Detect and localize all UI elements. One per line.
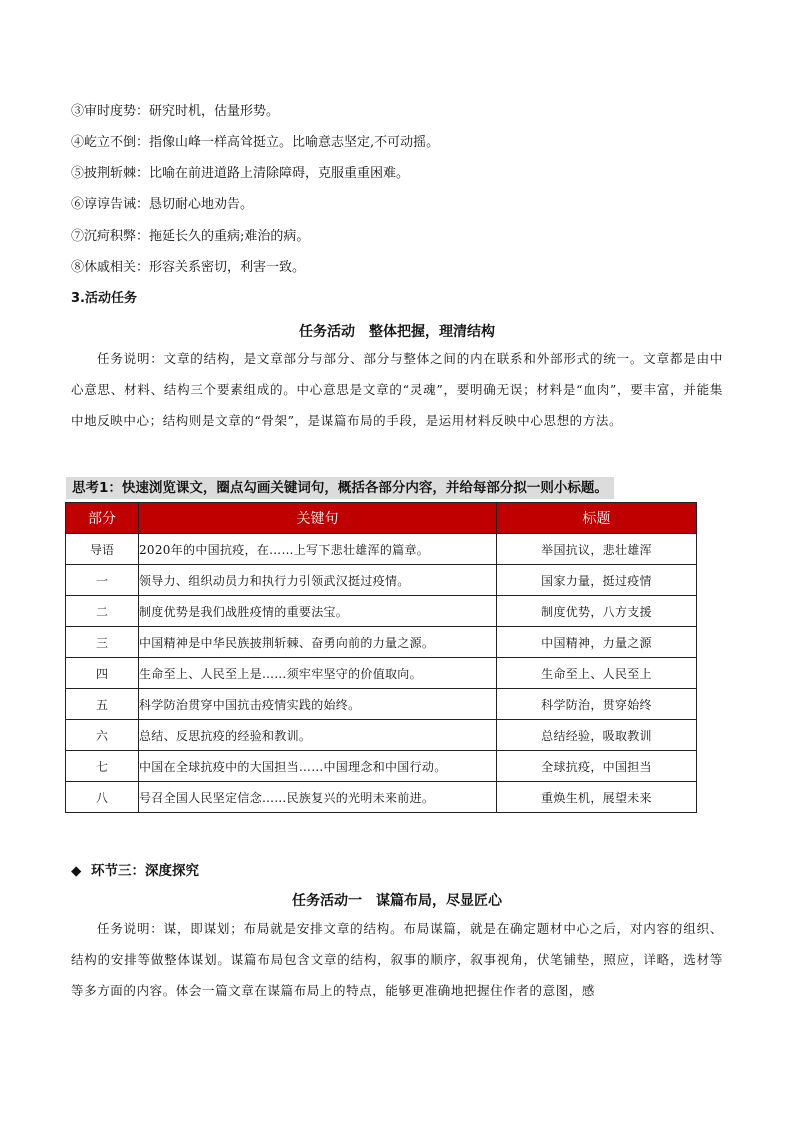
header-part: 部分 [66,503,139,534]
cell-key-sentence: 科学防治贯穿中国抗击疫情实践的始终。 [139,689,497,720]
cell-title: 制度优势，八方支援 [497,596,697,627]
cell-title: 总结经验，吸取教训 [497,720,697,751]
idiom-item: ⑧休戚相关：形容关系密切，利害一致。 [71,260,306,275]
section-heading: 3.活动任务 [71,291,137,306]
cell-key-sentence: 中国精神是中华民族披荆斩棘、奋勇向前的力量之源。 [139,627,497,658]
cell-title: 举国抗议，悲壮雄浑 [497,534,697,565]
cell-part: 四 [66,658,139,689]
cell-part: 五 [66,689,139,720]
cell-title: 中国精神，力量之源 [497,627,697,658]
cell-key-sentence: 领导力、组织动员力和执行力引领武汉挺过疫情。 [139,565,497,596]
cell-part: 六 [66,720,139,751]
diamond-bullet-icon: ◆ [71,863,82,879]
structure-table [65,502,697,813]
cell-title: 国家力量，挺过疫情 [497,565,697,596]
table-row [66,689,697,720]
idiom-item: ③审时度势：研究时机，估量形势。 [71,104,280,119]
cell-part: 三 [66,627,139,658]
cell-part: 八 [66,782,139,813]
cell-part: 二 [66,596,139,627]
table-row [66,627,697,658]
table-header-row [66,503,697,534]
cell-title: 生命至上、人民至上 [497,658,697,689]
idiom-item: ⑤披荆斩棘：比喻在前进道路上清除障碍，克服重重困难。 [71,166,410,181]
cell-key-sentence: 制度优势是我们战胜疫情的重要法宝。 [139,596,497,627]
cell-part: 一 [66,565,139,596]
section-link-label: 环节三：深度探究 [91,863,199,879]
task-title: 任务活动一 谋篇布局，尽显匠心 [292,893,502,909]
cell-part: 七 [66,751,139,782]
table-row [66,658,697,689]
task-title: 任务活动 整体把握，理清结构 [299,324,495,340]
cell-title: 全球抗疫，中国担当 [497,751,697,782]
think-prompt: 思考1：快速浏览课文，圈点勾画关键词句，概括各部分内容，并给每部分拟一则小标题。 [66,477,614,499]
cell-key-sentence: 生命至上、人民至上是……须牢牢坚守的价值取向。 [139,658,497,689]
cell-key-sentence: 号召全国人民坚定信念……民族复兴的光明未来前进。 [139,782,497,813]
cell-title: 重焕生机，展望未来 [497,782,697,813]
task-description: 任务说明：谋，即谋划；布局就是安排文章的结构。布局谋篇，就是在确定题材中心之后，对内容的组织、结构的安排等做整体谋划。谋篇布局包含文章的结构，叙事的顺序，叙事视角，伏笔铺垫，照应，详略，选材等等多方面的内容。体会一篇文章在谋篇布局上的特点，能够更准确地把握住作者的意图，感 [71,921,723,998]
table-row [66,596,697,627]
idiom-item: ⑦沉疴积弊：拖延长久的重病;难治的病。 [71,229,310,244]
idiom-item: ⑥谆谆告诫：恳切耐心地劝告。 [71,197,254,212]
task-description: 任务说明：文章的结构，是文章部分与部分、部分与整体之间的内在联系和外部形式的统一。文章都是由中心意思、材料、结构三个要素组成的。中心意思是文章的“灵魂”，要明确无误；材料是“血肉”，要丰富，并能集中地反映中心；结构则是文章的“骨架”，是谋篇布局的手段，是运用材料反映中心思想的方法。 [71,351,723,428]
cell-key-sentence: 2020年的中国抗疫，在……上写下悲壮雄浑的篇章。 [139,534,497,565]
cell-key-sentence: 总结、反思抗疫的经验和教训。 [139,720,497,751]
table-row [66,565,697,596]
cell-key-sentence: 中国在全球抗疫中的大国担当……中国理念和中国行动。 [139,751,497,782]
table-row [66,751,697,782]
table-row [66,782,697,813]
table-row [66,720,697,751]
idiom-item: ④屹立不倒：指像山峰一样高耸挺立。比喻意志坚定,不可动摇。 [71,135,440,150]
header-key-sentence: 关键句 [139,503,497,534]
cell-part: 导语 [66,534,139,565]
section-link-three [71,859,199,879]
cell-title: 科学防治，贯穿始终 [497,689,697,720]
table-row [66,534,697,565]
header-title: 标题 [497,503,697,534]
